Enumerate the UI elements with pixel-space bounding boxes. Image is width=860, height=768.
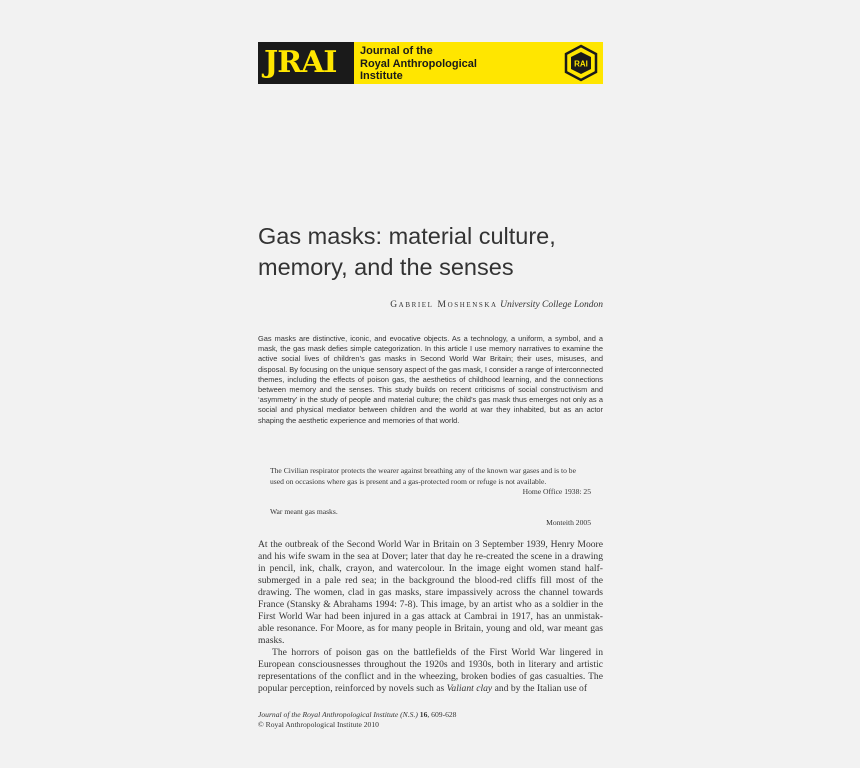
journal-name-line2: Royal Anthropological	[360, 57, 477, 70]
article-title: Gas masks: material culture, memory, and the senses	[258, 223, 556, 280]
para2-end: and by the Italian use of	[492, 683, 588, 694]
jrai-logo: JRAI	[264, 45, 337, 80]
body-paragraph-1: At the outbreak of the Second World War in Britain on 3 September 1939, Henry Moore and his wife swam in the sea at Dover; later that day he re-created the scene in a drawing in pencil, ink, chalk, crayon, and watercolour. In the image eight women stand half-submerged in a pale red sea; in the background the blood-red cliffs fill most of the drawing. The women, clad in gas masks, stare impassively across the channel towards France (Stansky & Abrahams 1994: 7-8). This image, by an artist who as a soldier in the First World War had been injured in a gas attack at Cambrai in 1917, has an unmistak-able resonance. For Moore, as for many people in Britain, young and old, war meant gas masks.	[258, 539, 603, 646]
author-name: Gabriel Moshenska	[390, 300, 498, 310]
epigraph-1-text: The Civilian respirator protects the wearer against breathing any of the known war gases and is to be used on occasions where gas is present and a gas-protected room or refuge is not available.	[270, 466, 576, 486]
journal-banner	[258, 42, 603, 84]
footer-journal: Journal of the Royal Anthropological Institute (N.S.)	[258, 710, 418, 719]
journal-name	[360, 45, 477, 83]
epigraph-2	[270, 507, 591, 528]
journal-name-line1: Journal of the	[360, 45, 433, 57]
epigraph-1	[270, 466, 591, 498]
body-paragraph-2	[258, 647, 603, 695]
citation-line	[258, 710, 603, 720]
para2-start: The horrors of poison gas on the battlefields of the First World War lingered in European consciousnesses throughout the 1920s and 1930s, both in literary and artistic representations of the conflict and in the wheezing, broken bodies of gas casualties. The popular perception, reinforced by novels such as	[258, 647, 603, 694]
author-affiliation: University College London	[500, 300, 603, 310]
footer-volume: 16	[419, 710, 428, 719]
epigraph-2-source: Monteith 2005	[546, 517, 591, 527]
epigraph-2-text: War meant gas masks.	[270, 507, 338, 516]
page-footer	[258, 710, 603, 730]
journal-name-line3: Institute	[360, 70, 403, 82]
byline	[258, 300, 603, 310]
article-body	[258, 539, 603, 695]
seal-label: RAI	[574, 59, 588, 69]
rai-seal-icon	[563, 44, 599, 82]
epigraph-1-source: Home Office 1938: 25	[522, 487, 591, 496]
footer-pages: , 609-628	[427, 710, 457, 719]
novel-title: Valiant clay	[446, 683, 493, 694]
abstract: Gas masks are distinctive, iconic, and evocative objects. As a technology, a uniform, a symbol, and a mask, the gas mask defies simple categorization. In this article I use memory narratives to examine the active social lives of children’s gas masks in Second World War Britain; their uses, misuses, and disposal. By focusing on the unique sensory aspect of the gas mask, I consider a range of interconnected themes, including the effects of poison gas, the aesthetics of childhood learning, and the connections between memory and the senses. This study builds on recent criticisms of social constructivism and ‘asymmetry’ in the study of people and material culture; the child’s gas mask thus emerges not only as a social and physical mediator between children and the world at war they inhabited, but as an actor shaping the aesthetic experience and memories of that world.	[258, 334, 603, 425]
logo-block	[258, 42, 354, 84]
copyright-line: © Royal Anthropological Institute 2010	[258, 720, 379, 729]
